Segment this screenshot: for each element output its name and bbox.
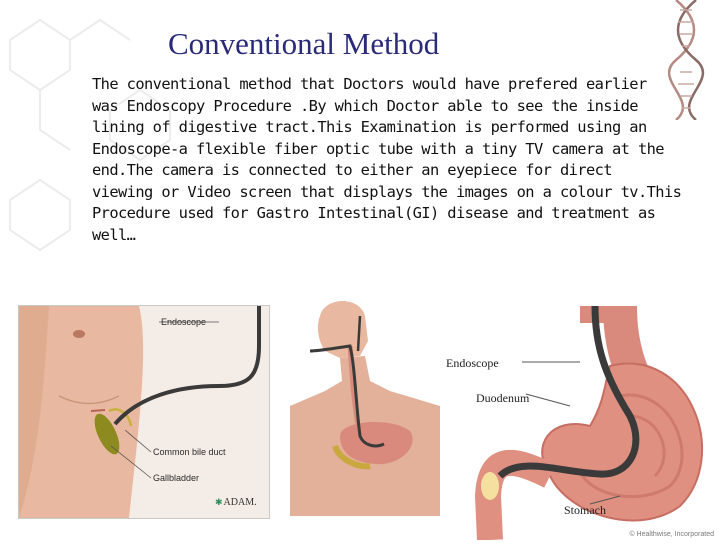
paragraph-line: The conventional method that Doctors would have prefered earlier [92,75,647,93]
slide-title: Conventional Method [168,26,440,61]
adam-logo: ✱ADAM. [215,497,257,508]
image-credit: © Healthwise, Incorporated [629,531,714,538]
label-stomach: Stomach [564,503,606,517]
label-duodenum: Duodenum [476,391,530,405]
patient-endoscope-illustration [280,296,450,516]
label-endoscope-right: Endoscope [446,356,499,370]
paragraph-line: Procedure used for Gastro Intestinal(GI) disease and treatment as [92,204,656,222]
slide-paragraph [92,74,694,246]
torso-drawing [19,306,269,518]
patient-drawing [280,296,450,516]
paragraph-line: well… [92,225,136,244]
torso-endoscope-illustration [18,305,270,519]
paragraph-line: end.The camera is connected to either an eyepiece for direct [92,161,612,179]
paragraph-line: viewing or Video screen that displays the images on a colour tv.This [92,182,682,201]
stomach-endoscope-illustration [430,306,720,540]
label-common-bile-duct: Common bile duct [153,447,226,457]
adam-logo-text: ADAM. [223,497,257,508]
paragraph-line: was Endoscopy Procedure .By which Doctor able to see the inside [92,96,638,115]
paragraph-line: Endoscope-a flexible fiber optic tube with a tiny TV camera at the [92,139,664,158]
label-endoscope: Endoscope [161,317,207,327]
paragraph-line: lining of digestive tract.This Examination is performed using an [92,118,647,136]
label-gallbladder: Gallbladder [153,473,200,483]
